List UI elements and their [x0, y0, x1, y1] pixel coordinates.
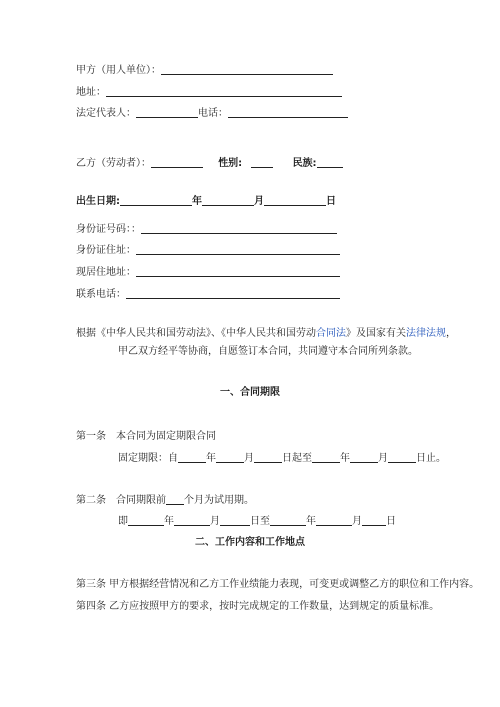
- contact-phone-field[interactable]: [126, 288, 340, 299]
- gender-label: 性别:: [218, 158, 243, 169]
- birth-year-unit: 年: [192, 196, 202, 207]
- probation-start-day-field[interactable]: [220, 515, 250, 526]
- contact-phone-row: [76, 288, 340, 301]
- address-label: 地址：: [76, 87, 106, 98]
- probation-start-year-field[interactable]: [128, 515, 164, 526]
- probation-end-day-unit: 日: [386, 516, 396, 527]
- birth-day-unit: 日: [326, 196, 336, 207]
- end-year-unit: 年: [340, 453, 350, 464]
- probation-end-month-field[interactable]: [316, 515, 352, 526]
- probation-end-year-field[interactable]: [270, 515, 306, 526]
- birth-month-field[interactable]: [202, 195, 254, 206]
- section-1-heading: 一、合同期限: [220, 387, 280, 398]
- laws-regulations-link[interactable]: 法律法规: [406, 328, 446, 339]
- current-address-field[interactable]: [136, 266, 340, 277]
- start-year-field[interactable]: [178, 452, 206, 463]
- end-day-field[interactable]: [388, 452, 416, 463]
- from-text: 日起至: [282, 453, 312, 464]
- probation-months-field[interactable]: [166, 494, 184, 505]
- birth-row: [76, 195, 336, 208]
- preamble-text-3: ，: [446, 328, 456, 339]
- id-address-row: [76, 244, 340, 257]
- phone-field[interactable]: [228, 107, 348, 118]
- probation-prefix: 即: [118, 516, 128, 527]
- end-month-unit: 月: [378, 453, 388, 464]
- end-year-field[interactable]: [312, 452, 340, 463]
- fixed-term-label: 固定期限：自: [118, 453, 178, 464]
- section-2-heading: 二、工作内容和工作地点: [195, 537, 305, 548]
- birth-year-field[interactable]: [120, 195, 192, 206]
- gender-field[interactable]: [251, 157, 273, 168]
- start-month-unit: 月: [244, 453, 254, 464]
- current-address-row: [76, 266, 340, 279]
- phone-label: 电话：: [198, 108, 228, 119]
- article-2-text-a: 第二条 合同期限前: [76, 495, 166, 506]
- party-a-field[interactable]: [161, 64, 333, 75]
- probation-row: [118, 515, 396, 528]
- preamble-line-1: [76, 328, 456, 340]
- probation-end-year-unit: 年: [306, 516, 316, 527]
- ethnicity-label: 民族:: [292, 158, 317, 169]
- ethnicity-field[interactable]: [317, 157, 343, 168]
- birth-day-field[interactable]: [264, 195, 326, 206]
- legal-rep-row: [76, 107, 348, 120]
- id-number-row: [76, 223, 337, 236]
- end-month-field[interactable]: [350, 452, 378, 463]
- probation-end-month-unit: 月: [352, 516, 362, 527]
- start-day-field[interactable]: [254, 452, 282, 463]
- id-address-label: 身份证住址：: [76, 245, 136, 256]
- address-field[interactable]: [106, 86, 342, 97]
- party-b-field[interactable]: [151, 157, 203, 168]
- id-number-field[interactable]: [141, 223, 337, 234]
- party-b-row: [76, 157, 343, 170]
- legal-rep-field[interactable]: [136, 107, 198, 118]
- party-a-row: [76, 64, 333, 77]
- article-4: 第四条 乙方应按照甲方的要求，按时完成规定的工作数量，达到规定的质量标准。: [76, 601, 440, 612]
- preamble-text-2: 》及国家有关: [346, 328, 406, 339]
- party-a-label: 甲方（用人单位）：: [76, 65, 161, 76]
- until-text: 日止。: [416, 453, 446, 464]
- preamble-text-1: 根据《中华人民共和国劳动法》、《中华人民共和国劳动: [76, 328, 316, 339]
- probation-until-text: 日至: [250, 516, 270, 527]
- article-1: 第一条 本合同为固定期限合同: [76, 431, 216, 442]
- birth-month-unit: 月: [254, 196, 264, 207]
- article-2: [76, 494, 254, 507]
- contact-phone-label: 联系电话：: [76, 289, 126, 300]
- legal-rep-label: 法定代表人：: [76, 108, 136, 119]
- probation-start-year-unit: 年: [164, 516, 174, 527]
- probation-start-month-field[interactable]: [174, 515, 210, 526]
- probation-end-day-field[interactable]: [362, 515, 386, 526]
- party-a-address-row: [76, 86, 342, 99]
- fixed-term-row: [118, 452, 446, 465]
- probation-start-month-unit: 月: [210, 516, 220, 527]
- party-b-label: 乙方（劳动者）：: [76, 158, 151, 169]
- birth-label: 出生日期:: [76, 196, 120, 207]
- contract-law-link[interactable]: 合同法: [316, 328, 346, 339]
- id-number-label: 身份证号码：：: [76, 224, 141, 235]
- article-2-text-b: 个月为试用期。: [184, 495, 254, 506]
- id-address-field[interactable]: [136, 244, 340, 255]
- preamble-line-2: 甲乙双方经平等协商，自愿签订本合同，共同遵守本合同所列条款。: [118, 346, 418, 357]
- start-month-field[interactable]: [216, 452, 244, 463]
- current-address-label: 现居住地址：: [76, 267, 136, 278]
- article-3: 第三条 甲方根据经营情况和乙方工作业绩能力表现，可变更或调整乙方的职位和工作内容。: [76, 579, 480, 590]
- start-year-unit: 年: [206, 453, 216, 464]
